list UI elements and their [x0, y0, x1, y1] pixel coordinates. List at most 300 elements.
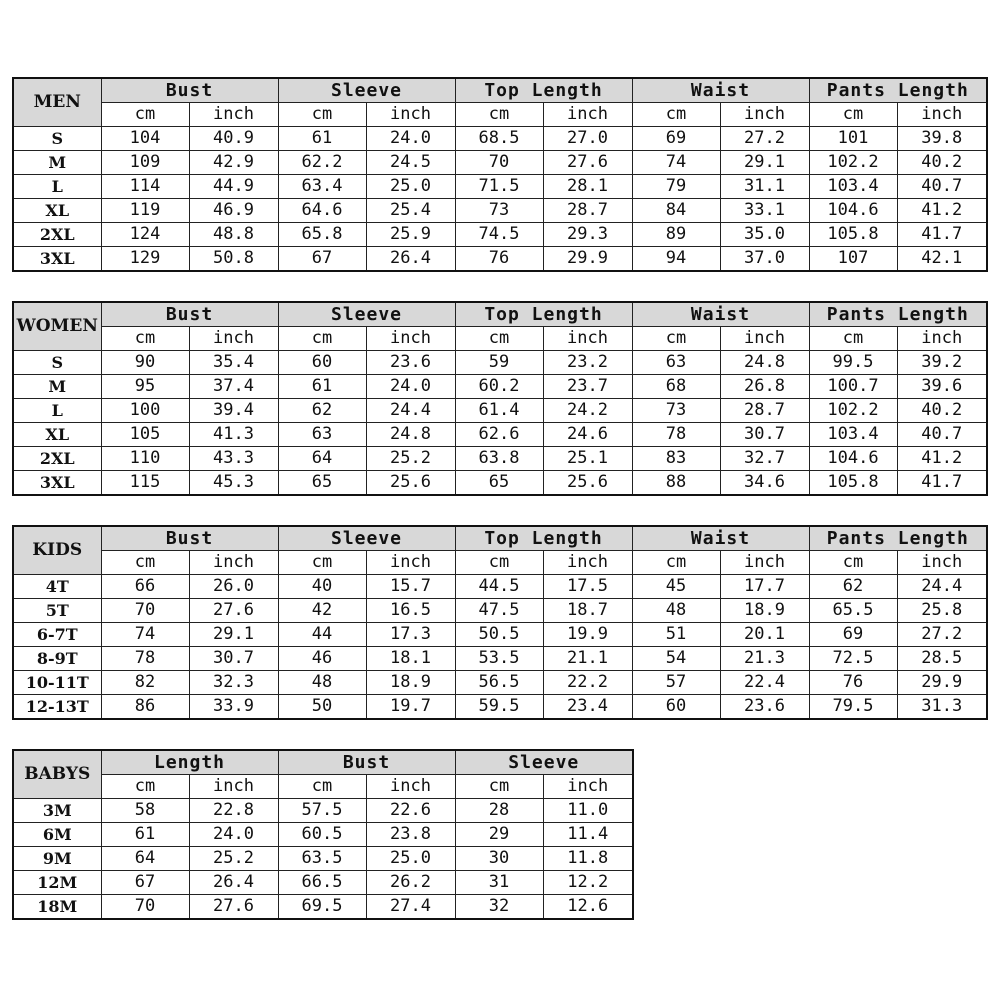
cell: 29.9: [543, 247, 632, 272]
cell: 30: [455, 847, 543, 871]
unit-header-inch: inch: [543, 327, 632, 351]
cell: 53.5: [455, 647, 543, 671]
cell: 18.9: [720, 599, 809, 623]
cell: 27.2: [720, 127, 809, 151]
cell: 119: [101, 199, 189, 223]
cell: 64.6: [278, 199, 366, 223]
cell: 73: [632, 399, 720, 423]
column-group-header: Bust: [101, 78, 278, 103]
cell: 44.5: [455, 575, 543, 599]
cell: 88: [632, 471, 720, 496]
cell: 73: [455, 199, 543, 223]
unit-header-cm: cm: [455, 327, 543, 351]
unit-header-cm: cm: [632, 551, 720, 575]
column-group-header: Top Length: [455, 78, 632, 103]
cell: 28.7: [543, 199, 632, 223]
cell: 71.5: [455, 175, 543, 199]
cell: 23.6: [720, 695, 809, 720]
cell: 76: [455, 247, 543, 272]
cell: 24.6: [543, 423, 632, 447]
size-label: 18M: [13, 895, 101, 920]
cell: 27.0: [543, 127, 632, 151]
cell: 76: [809, 671, 897, 695]
cell: 62.6: [455, 423, 543, 447]
cell: 26.2: [366, 871, 455, 895]
cell: 66.5: [278, 871, 366, 895]
cell: 44.9: [189, 175, 278, 199]
cell: 100.7: [809, 375, 897, 399]
size-label: 4T: [13, 575, 101, 599]
cell: 110: [101, 447, 189, 471]
table-row: [13, 671, 987, 695]
cell: 24.0: [366, 375, 455, 399]
cell: 67: [278, 247, 366, 272]
cell: 24.4: [366, 399, 455, 423]
kids-size-table: [12, 525, 988, 720]
cell: 46.9: [189, 199, 278, 223]
cell: 61: [278, 375, 366, 399]
unit-header-cm: cm: [809, 327, 897, 351]
unit-header-inch: inch: [366, 551, 455, 575]
cell: 40.2: [897, 151, 987, 175]
size-label: 5T: [13, 599, 101, 623]
size-label: L: [13, 399, 101, 423]
men-size-table: [12, 77, 988, 272]
cell: 82: [101, 671, 189, 695]
cell: 37.0: [720, 247, 809, 272]
cell: 50.5: [455, 623, 543, 647]
cell: 24.0: [189, 823, 278, 847]
cell: 24.2: [543, 399, 632, 423]
table-row: [13, 247, 987, 272]
unit-header-cm: cm: [278, 103, 366, 127]
cell: 11.0: [543, 799, 633, 823]
cell: 26.4: [366, 247, 455, 272]
cell: 64: [101, 847, 189, 871]
cell: 62.2: [278, 151, 366, 175]
column-group-header: Bust: [101, 302, 278, 327]
cell: 19.9: [543, 623, 632, 647]
cell: 115: [101, 471, 189, 496]
unit-header-cm: cm: [278, 551, 366, 575]
unit-header-inch: inch: [720, 551, 809, 575]
cell: 18.1: [366, 647, 455, 671]
cell: 40: [278, 575, 366, 599]
cell: 63.4: [278, 175, 366, 199]
unit-header-inch: inch: [897, 327, 987, 351]
cell: 31.1: [720, 175, 809, 199]
cell: 65.8: [278, 223, 366, 247]
table-row: [13, 151, 987, 175]
cell: 22.2: [543, 671, 632, 695]
cell: 32: [455, 895, 543, 920]
cell: 60: [632, 695, 720, 720]
cell: 58: [101, 799, 189, 823]
cell: 63.8: [455, 447, 543, 471]
cell: 65.5: [809, 599, 897, 623]
cell: 28.5: [897, 647, 987, 671]
cell: 12.2: [543, 871, 633, 895]
cell: 124: [101, 223, 189, 247]
cell: 129: [101, 247, 189, 272]
cell: 39.8: [897, 127, 987, 151]
table-row: [13, 127, 987, 151]
cell: 89: [632, 223, 720, 247]
women-size-table: [12, 301, 988, 496]
cell: 104.6: [809, 447, 897, 471]
unit-header-cm: cm: [101, 103, 189, 127]
cell: 105.8: [809, 223, 897, 247]
size-label: 12M: [13, 871, 101, 895]
cell: 59: [455, 351, 543, 375]
cell: 28.7: [720, 399, 809, 423]
cell: 25.4: [366, 199, 455, 223]
cell: 18.9: [366, 671, 455, 695]
cell: 17.5: [543, 575, 632, 599]
table-row: [13, 847, 633, 871]
column-group-header: Sleeve: [278, 526, 455, 551]
cell: 22.4: [720, 671, 809, 695]
cell: 67: [101, 871, 189, 895]
cell: 72.5: [809, 647, 897, 671]
cell: 46: [278, 647, 366, 671]
cell: 37.4: [189, 375, 278, 399]
cell: 40.7: [897, 423, 987, 447]
cell: 95: [101, 375, 189, 399]
column-group-header: Pants Length: [809, 78, 987, 103]
unit-header-cm: cm: [278, 327, 366, 351]
cell: 103.4: [809, 175, 897, 199]
cell: 45.3: [189, 471, 278, 496]
cell: 105: [101, 423, 189, 447]
cell: 32.3: [189, 671, 278, 695]
cell: 74: [632, 151, 720, 175]
cell: 28: [455, 799, 543, 823]
cell: 24.5: [366, 151, 455, 175]
cell: 45: [632, 575, 720, 599]
cell: 60.2: [455, 375, 543, 399]
unit-header-cm: cm: [632, 327, 720, 351]
table-category-label: KIDS: [13, 526, 101, 575]
cell: 21.3: [720, 647, 809, 671]
cell: 61.4: [455, 399, 543, 423]
unit-header-cm: cm: [455, 551, 543, 575]
unit-header-cm: cm: [101, 551, 189, 575]
size-label: 8-9T: [13, 647, 101, 671]
table-row: [13, 447, 987, 471]
unit-header-cm: cm: [632, 103, 720, 127]
table-row: [13, 647, 987, 671]
cell: 24.0: [366, 127, 455, 151]
unit-header-cm: cm: [278, 775, 366, 799]
cell: 24.8: [366, 423, 455, 447]
cell: 25.1: [543, 447, 632, 471]
unit-header-cm: cm: [809, 103, 897, 127]
cell: 109: [101, 151, 189, 175]
cell: 70: [101, 599, 189, 623]
cell: 26.8: [720, 375, 809, 399]
unit-header-inch: inch: [897, 103, 987, 127]
cell: 29: [455, 823, 543, 847]
table-row: [13, 423, 987, 447]
cell: 99.5: [809, 351, 897, 375]
cell: 61: [278, 127, 366, 151]
cell: 56.5: [455, 671, 543, 695]
column-group-header: Length: [101, 750, 278, 775]
column-group-header: Top Length: [455, 526, 632, 551]
cell: 27.6: [189, 599, 278, 623]
unit-header-inch: inch: [366, 775, 455, 799]
unit-header-cm: cm: [809, 551, 897, 575]
unit-header-cm: cm: [455, 775, 543, 799]
cell: 43.3: [189, 447, 278, 471]
cell: 79.5: [809, 695, 897, 720]
size-label: M: [13, 375, 101, 399]
cell: 63: [632, 351, 720, 375]
cell: 21.1: [543, 647, 632, 671]
cell: 39.2: [897, 351, 987, 375]
table-row: [13, 375, 987, 399]
cell: 107: [809, 247, 897, 272]
table-row: [13, 199, 987, 223]
column-group-header: Pants Length: [809, 302, 987, 327]
cell: 18.7: [543, 599, 632, 623]
unit-header-cm: cm: [101, 775, 189, 799]
cell: 47.5: [455, 599, 543, 623]
size-label: S: [13, 351, 101, 375]
table-category-label: MEN: [13, 78, 101, 127]
cell: 54: [632, 647, 720, 671]
cell: 78: [101, 647, 189, 671]
unit-header-inch: inch: [366, 327, 455, 351]
cell: 104.6: [809, 199, 897, 223]
column-group-header: Bust: [101, 526, 278, 551]
table-row: [13, 351, 987, 375]
table-row: [13, 799, 633, 823]
cell: 62: [809, 575, 897, 599]
cell: 35.0: [720, 223, 809, 247]
unit-header-inch: inch: [543, 103, 632, 127]
cell: 30.7: [189, 647, 278, 671]
cell: 16.5: [366, 599, 455, 623]
table-row: [13, 599, 987, 623]
table-category-label: WOMEN: [13, 302, 101, 351]
cell: 25.8: [897, 599, 987, 623]
table-row: [13, 695, 987, 720]
cell: 25.0: [366, 175, 455, 199]
unit-header-inch: inch: [897, 551, 987, 575]
cell: 39.4: [189, 399, 278, 423]
cell: 69: [632, 127, 720, 151]
cell: 24.4: [897, 575, 987, 599]
cell: 104: [101, 127, 189, 151]
cell: 50: [278, 695, 366, 720]
cell: 40.2: [897, 399, 987, 423]
cell: 25.2: [189, 847, 278, 871]
column-group-header: Waist: [632, 526, 809, 551]
cell: 90: [101, 351, 189, 375]
cell: 33.9: [189, 695, 278, 720]
column-group-header: Sleeve: [278, 302, 455, 327]
cell: 65: [455, 471, 543, 496]
cell: 22.8: [189, 799, 278, 823]
cell: 103.4: [809, 423, 897, 447]
table-row: [13, 871, 633, 895]
unit-header-inch: inch: [543, 551, 632, 575]
cell: 60.5: [278, 823, 366, 847]
cell: 79: [632, 175, 720, 199]
cell: 25.9: [366, 223, 455, 247]
cell: 27.2: [897, 623, 987, 647]
size-label: 10-11T: [13, 671, 101, 695]
cell: 23.2: [543, 351, 632, 375]
cell: 65: [278, 471, 366, 496]
cell: 41.7: [897, 223, 987, 247]
cell: 23.6: [366, 351, 455, 375]
cell: 23.7: [543, 375, 632, 399]
table-row: [13, 471, 987, 496]
cell: 42.1: [897, 247, 987, 272]
cell: 100: [101, 399, 189, 423]
column-group-header: Bust: [278, 750, 455, 775]
table-row: [13, 575, 987, 599]
size-label: 9M: [13, 847, 101, 871]
cell: 50.8: [189, 247, 278, 272]
cell: 68: [632, 375, 720, 399]
cell: 31.3: [897, 695, 987, 720]
cell: 69: [809, 623, 897, 647]
cell: 27.4: [366, 895, 455, 920]
table-row: [13, 623, 987, 647]
unit-header-inch: inch: [720, 327, 809, 351]
cell: 29.1: [720, 151, 809, 175]
cell: 41.2: [897, 447, 987, 471]
column-group-header: Top Length: [455, 302, 632, 327]
cell: 105.8: [809, 471, 897, 496]
table-row: [13, 175, 987, 199]
size-label: 3M: [13, 799, 101, 823]
size-label: 2XL: [13, 223, 101, 247]
cell: 34.6: [720, 471, 809, 496]
cell: 41.2: [897, 199, 987, 223]
cell: 62: [278, 399, 366, 423]
cell: 29.3: [543, 223, 632, 247]
cell: 102.2: [809, 399, 897, 423]
size-label: 6-7T: [13, 623, 101, 647]
unit-header-inch: inch: [189, 775, 278, 799]
cell: 114: [101, 175, 189, 199]
cell: 74: [101, 623, 189, 647]
cell: 25.6: [366, 471, 455, 496]
cell: 35.4: [189, 351, 278, 375]
cell: 29.1: [189, 623, 278, 647]
cell: 70: [455, 151, 543, 175]
cell: 27.6: [189, 895, 278, 920]
cell: 40.7: [897, 175, 987, 199]
cell: 101: [809, 127, 897, 151]
cell: 20.1: [720, 623, 809, 647]
cell: 57: [632, 671, 720, 695]
cell: 78: [632, 423, 720, 447]
cell: 70: [101, 895, 189, 920]
table-row: [13, 823, 633, 847]
cell: 74.5: [455, 223, 543, 247]
cell: 31: [455, 871, 543, 895]
cell: 33.1: [720, 199, 809, 223]
size-label: 2XL: [13, 447, 101, 471]
cell: 48: [278, 671, 366, 695]
unit-header-inch: inch: [720, 103, 809, 127]
cell: 42: [278, 599, 366, 623]
cell: 51: [632, 623, 720, 647]
table-row: [13, 223, 987, 247]
size-label: 3XL: [13, 471, 101, 496]
size-label: XL: [13, 199, 101, 223]
cell: 69.5: [278, 895, 366, 920]
cell: 24.8: [720, 351, 809, 375]
cell: 23.4: [543, 695, 632, 720]
table-row: [13, 399, 987, 423]
column-group-header: Sleeve: [278, 78, 455, 103]
cell: 63: [278, 423, 366, 447]
cell: 41.3: [189, 423, 278, 447]
cell: 11.4: [543, 823, 633, 847]
size-label: M: [13, 151, 101, 175]
cell: 41.7: [897, 471, 987, 496]
cell: 94: [632, 247, 720, 272]
cell: 84: [632, 199, 720, 223]
cell: 64: [278, 447, 366, 471]
column-group-header: Pants Length: [809, 526, 987, 551]
cell: 23.8: [366, 823, 455, 847]
table-row: [13, 895, 633, 920]
size-label: 6M: [13, 823, 101, 847]
size-label: XL: [13, 423, 101, 447]
cell: 59.5: [455, 695, 543, 720]
column-group-header: Waist: [632, 78, 809, 103]
cell: 25.2: [366, 447, 455, 471]
cell: 44: [278, 623, 366, 647]
cell: 102.2: [809, 151, 897, 175]
size-label: L: [13, 175, 101, 199]
unit-header-cm: cm: [101, 327, 189, 351]
cell: 42.9: [189, 151, 278, 175]
cell: 22.6: [366, 799, 455, 823]
unit-header-inch: inch: [543, 775, 633, 799]
cell: 39.6: [897, 375, 987, 399]
table-category-label: BABYS: [13, 750, 101, 799]
cell: 15.7: [366, 575, 455, 599]
unit-header-inch: inch: [189, 327, 278, 351]
cell: 25.6: [543, 471, 632, 496]
cell: 12.6: [543, 895, 633, 920]
cell: 83: [632, 447, 720, 471]
cell: 57.5: [278, 799, 366, 823]
cell: 32.7: [720, 447, 809, 471]
cell: 60: [278, 351, 366, 375]
cell: 25.0: [366, 847, 455, 871]
unit-header-cm: cm: [455, 103, 543, 127]
cell: 61: [101, 823, 189, 847]
cell: 17.3: [366, 623, 455, 647]
cell: 27.6: [543, 151, 632, 175]
babys-size-table: [12, 749, 634, 920]
cell: 26.4: [189, 871, 278, 895]
cell: 86: [101, 695, 189, 720]
cell: 63.5: [278, 847, 366, 871]
column-group-header: Waist: [632, 302, 809, 327]
unit-header-inch: inch: [189, 551, 278, 575]
